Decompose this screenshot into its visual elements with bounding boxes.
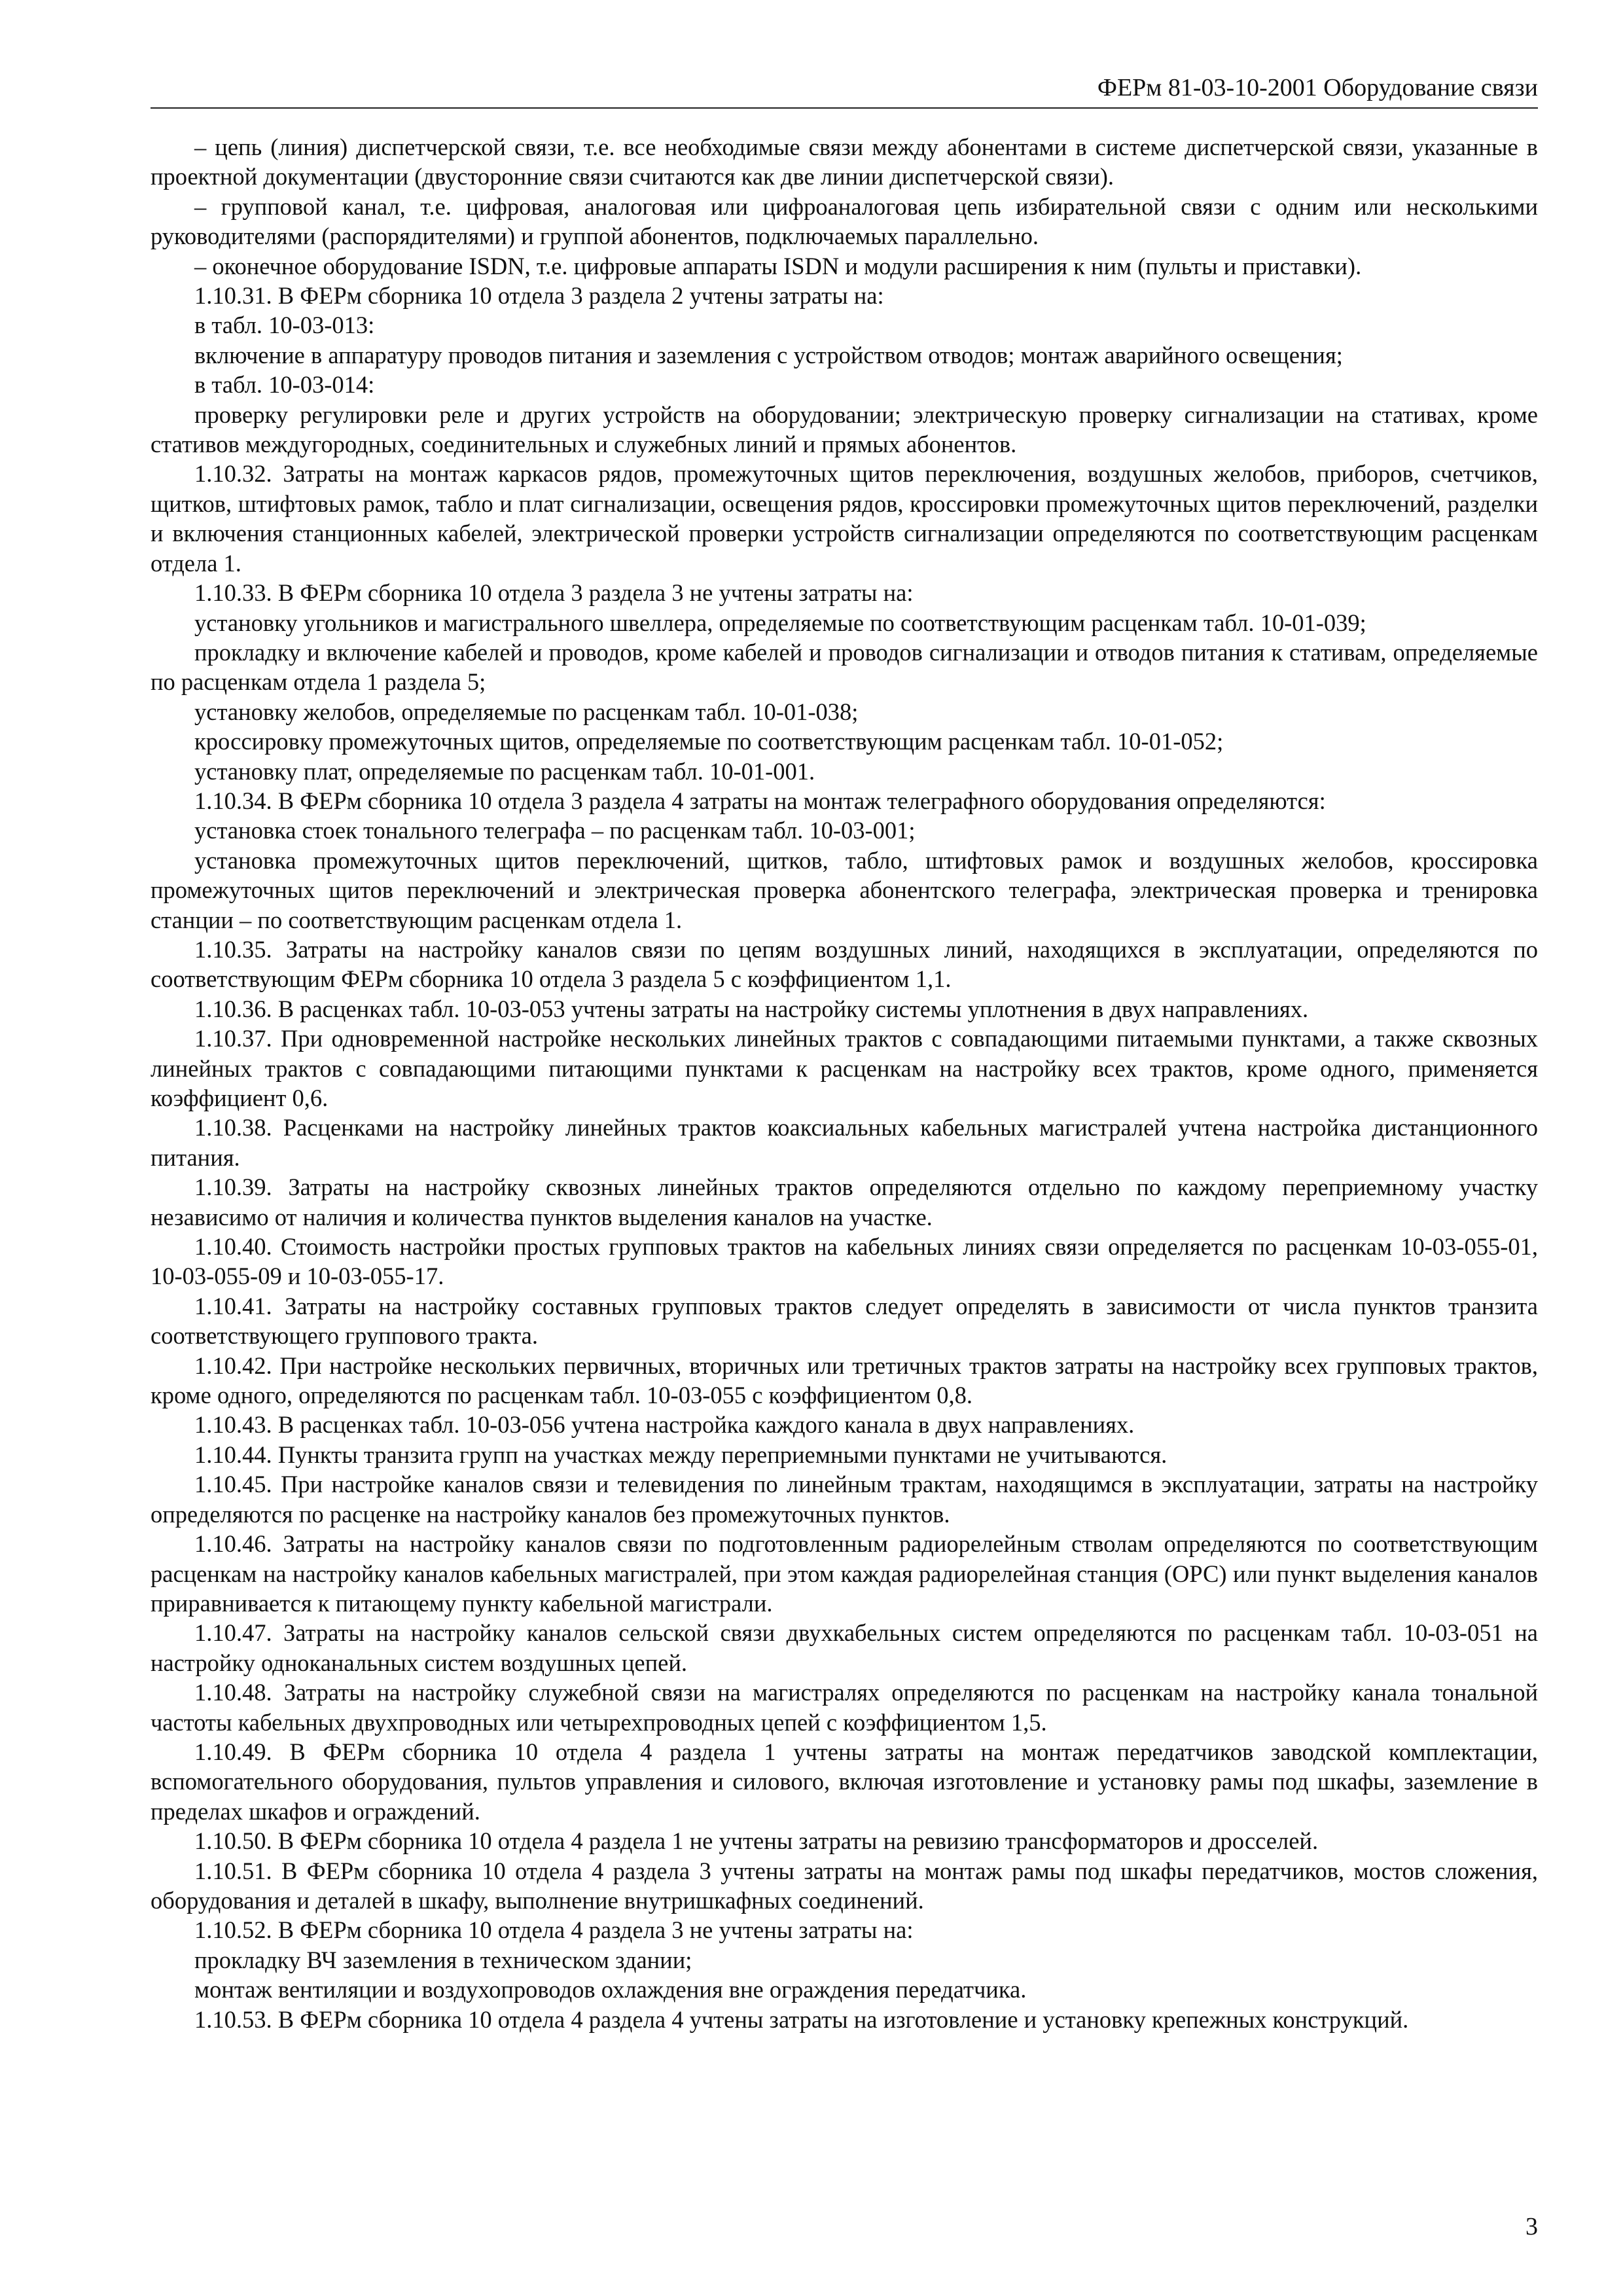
paragraph: 1.10.40. Стоимость настройки простых групповых трактов на кабельных линиях связи определяется по расценкам 10-03-055-01, 10-03-055-09 и 10-03-055-17. — [151, 1233, 1538, 1290]
paragraph: установку плат, определяемые по расценкам табл. 10-01-001. — [194, 757, 815, 785]
paragraph: 1.10.47. Затраты на настройку каналов сельской связи двухкабельных систем определяются по расценкам табл. 10-03-051 на настройку одноканальных систем воздушных цепей. — [151, 1619, 1538, 1676]
paragraph: 1.10.38. Расценками на настройку линейных трактов коаксиальных кабельных магистралей учтена настройка дистанционного питания. — [151, 1114, 1538, 1171]
paragraph: в табл. 10-03-013: — [194, 312, 375, 339]
paragraph: 1.10.34. В ФЕРм сборника 10 отдела 3 раздела 4 затраты на монтаж телеграфного оборудования определяются: — [194, 787, 1326, 814]
paragraph: 1.10.35. Затраты на настройку каналов связи по цепям воздушных линий, находящихся в эксплуатации, определяются по соответствующим ФЕРм сборника 10 отдела 3 раздела 5 с коэффициентом 1,1. — [151, 935, 1538, 993]
paragraph: – оконечное оборудование ISDN, т.е. цифровые аппараты ISDN и модули расширения к ним (пульты и приставки). — [194, 252, 1362, 279]
paragraph: 1.10.31. В ФЕРм сборника 10 отдела 3 раздела 2 учтены затраты на: — [194, 282, 884, 310]
paragraph: 1.10.43. В расценках табл. 10-03-056 учтена настройка каждого канала в двух направлениях. — [194, 1411, 1135, 1439]
running-header: ФЕРм 81-03-10-2001 Оборудование связи — [1097, 74, 1538, 101]
paragraph: монтаж вентиляции и воздухопроводов охлаждения вне ограждения передатчика. — [194, 1976, 1027, 2003]
document-body — [151, 132, 1538, 2034]
paragraph: установку угольников и магистрального швеллера, определяемые по соответствующим расценкам табл. 10-01-039; — [194, 609, 1366, 636]
paragraph: 1.10.53. В ФЕРм сборника 10 отдела 4 раздела 4 учтены затраты на изготовление и установку крепежных конструкций. — [194, 2005, 1409, 2033]
paragraph: 1.10.41. Затраты на настройку составных групповых трактов следует определять в зависимости от числа пунктов транзита соответствующего группового тракта. — [151, 1292, 1538, 1350]
paragraph: кроссировку промежуточных щитов, определяемые по соответствующим расценкам табл. 10-01-052; — [194, 728, 1224, 755]
paragraph: 1.10.45. При настройке каналов связи и телевидения по линейным трактам, находящимся в эксплуатации, затраты на настройку определяются по расценке на настройку каналов без промежуточных пунктов. — [151, 1471, 1538, 1528]
paragraph: 1.10.49. В ФЕРм сборника 10 отдела 4 раздела 1 учтены затраты на монтаж передатчиков заводской комплектации, вспомогательного оборудования, пультов управления и силового, включая изготовление и установку рамы под шкафы, заземление в пределах шкафов и ограждений. — [151, 1738, 1538, 1825]
paragraph: 1.10.48. Затраты на настройку служебной связи на магистралях определяются по расценкам на настройку канала тональной частоты кабельных двухпроводных или четырехпроводных цепей с коэффициентом 1,5. — [151, 1679, 1538, 1736]
header-rule — [151, 107, 1538, 109]
page-number: 3 — [1525, 2213, 1538, 2240]
paragraph: 1.10.51. В ФЕРм сборника 10 отдела 4 раздела 3 учтены затраты на монтаж рамы под шкафы передатчиков, мостов сложения, оборудования и деталей в шкафу, выполнение внутришкафных соединений. — [151, 1857, 1538, 1914]
paragraph: проверку регулировки реле и других устройств на оборудовании; электрическую проверку сигнализации на стативах, кроме стативов междугородных, соединительных и служебных линий и прямых абонентов. — [151, 401, 1538, 458]
paragraph: 1.10.33. В ФЕРм сборника 10 отдела 3 раздела 3 не учтены затраты на: — [194, 579, 914, 607]
paragraph: 1.10.44. Пункты транзита групп на участках между переприемными пунктами не учитываются. — [194, 1441, 1168, 1468]
paragraph: прокладку ВЧ заземления в техническом здании; — [194, 1946, 692, 1973]
paragraph: 1.10.39. Затраты на настройку сквозных линейных трактов определяются отдельно по каждому переприемному участку независимо от наличия и количества пунктов выделения каналов на участке. — [151, 1174, 1538, 1230]
paragraph: включение в аппаратуру проводов питания и заземления с устройством отводов; монтаж аварийного освещения; — [194, 341, 1343, 368]
paragraph: 1.10.37. При одновременной настройке нескольких линейных трактов с совпадающими питаемыми пунктами, а также сквозных линейных трактов с совпадающими питающими пунктами к расценкам на настройку всех трактов, кроме одного, применяется коэффициент 0,6. — [151, 1025, 1538, 1111]
paragraph: 1.10.50. В ФЕРм сборника 10 отдела 4 раздела 1 не учтены затраты на ревизию трансформаторов и дросселей. — [194, 1827, 1319, 1855]
paragraph: 1.10.42. При настройке нескольких первичных, вторичных или третичных трактов затраты на настройку всех групповых трактов, кроме одного, определяются по расценкам табл. 10-03-055 с коэффициентом 0,8. — [151, 1352, 1538, 1409]
paragraph: 1.10.36. В расценках табл. 10-03-053 учтены затраты на настройку системы уплотнения в двух направлениях. — [194, 995, 1309, 1022]
paragraph: 1.10.52. В ФЕРм сборника 10 отдела 4 раздела 3 не учтены затраты на: — [194, 1916, 914, 1944]
paragraph: в табл. 10-03-014: — [194, 371, 375, 399]
paragraph: установка стоек тонального телеграфа – по расценкам табл. 10-03-001; — [194, 817, 916, 844]
paragraph: – цепь (линия) диспетчерской связи, т.е. все необходимые связи между абонентами в системе диспетчерской связи, указанные в проектной документации (двусторонние связи считаются как две линии диспетчерской связи). — [151, 134, 1538, 190]
paragraph: 1.10.32. Затраты на монтаж каркасов рядов, промежуточных щитов переключения, воздушных желобов, приборов, счетчиков, щитков, штифтовых рамок, табло и плат сигнализации, освещения рядов, кроссировки промежуточных щитов переключений, разделки и включения станционных кабелей, электрической проверки устройств сигнализации определяются по соответствующим расценкам отдела 1. — [151, 460, 1538, 577]
paragraph: 1.10.46. Затраты на настройку каналов связи по подготовленным радиорелейным стволам определяются по соответствующим расценкам на настройку каналов кабельных магистралей, при этом каждая радиорелейная станция (ОРС) или пункт выделения каналов приравнивается к питающему пункту кабельной магистрали. — [151, 1530, 1538, 1617]
paragraph: установка промежуточных щитов переключений, щитков, табло, штифтовых рамок и воздушных желобов, кроссировка промежуточных щитов переключений и электрическая проверка абонентского телеграфа, электрическая проверка и тренировка станции – по соответствующим расценкам отдела 1. — [151, 846, 1538, 933]
paragraph: установку желобов, определяемые по расценкам табл. 10-01-038; — [194, 698, 859, 725]
paragraph: – групповой канал, т.е. цифровая, аналоговая или цифроаналоговая цепь избирательной связи с одним или несколькими руководителями (распорядителями) и группой абонентов, подключаемых параллельно. — [151, 192, 1538, 250]
paragraph: прокладку и включение кабелей и проводов, кроме кабелей и проводов сигнализации и отводов питания к стативам, определяемые по расценкам отдела 1 раздела 5; — [151, 638, 1538, 696]
